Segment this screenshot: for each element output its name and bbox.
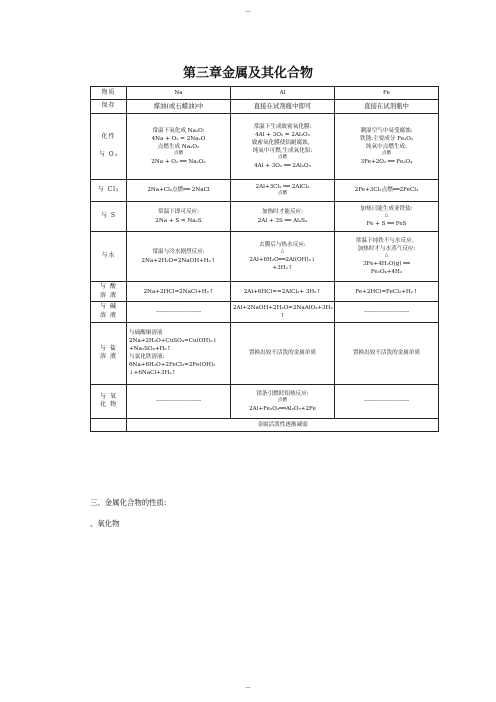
cell-al: 常温下生成致密氧化膜: 4Al + 3O₂ = 2Al₂O₃ 致密氧化膜使铝耐腐蚀。 纯氧中可燃,生成氧化铝: 点燃 4Al + 3O₂ ══ 2Al₂O₃ bbox=[231, 114, 335, 180]
header-na: Na bbox=[127, 87, 231, 100]
cell-na: 2Na+2HCl=2NaCl+H₂↑ bbox=[127, 282, 231, 302]
cell-fe: 置换出较不活泼的金属单质 bbox=[335, 322, 439, 384]
footer-blank bbox=[91, 418, 127, 431]
table-row bbox=[91, 322, 439, 384]
cell-al: 2Al+6HCl==2AlCl₃+ 3H₂↑ bbox=[231, 282, 335, 302]
cell-na: 煤油(或石蜡油)中 bbox=[127, 100, 231, 114]
cell-fe: ------------------------ bbox=[335, 384, 439, 418]
table-row bbox=[91, 384, 439, 418]
cell-na: 2Na+Cl₂点燃══ 2NaCl bbox=[127, 180, 231, 202]
cell-na: ------------------------ bbox=[127, 302, 231, 322]
row-label: 与 氧 化 物 bbox=[91, 384, 127, 418]
row-label: 与 盐 溶 液 bbox=[91, 322, 127, 384]
row-label: 与 酸 溶 液 bbox=[91, 282, 127, 302]
header-fe: Fe bbox=[335, 87, 439, 100]
metal-properties-table bbox=[90, 86, 439, 432]
subsection-heading: 、氧化物 bbox=[90, 519, 120, 528]
footer-trend bbox=[127, 418, 439, 431]
table-row bbox=[91, 282, 439, 302]
section-heading: 三、金属化合物的性质: bbox=[90, 498, 167, 507]
cell-al: 置换出较不活泼的金属单质 bbox=[231, 322, 335, 384]
row-label: 保存 bbox=[91, 100, 127, 114]
table-row bbox=[91, 180, 439, 202]
table-header-row bbox=[91, 87, 439, 100]
cell-fe: 常温下纯铁不与水反应。 加热时才与水蒸气反应: △ 3Fe+4H₂O(g) ══ Fe₃O₄+4H₂ bbox=[335, 232, 439, 282]
header-al: Al bbox=[231, 87, 335, 100]
cell-fe: 直接在试剂瓶中 bbox=[335, 100, 439, 114]
cell-fe: 2Fe+3Cl₂点燃══2FeCl₃ bbox=[335, 180, 439, 202]
header-substance: 物质 bbox=[91, 87, 127, 100]
table-row bbox=[91, 114, 439, 180]
row-label: 与 S bbox=[91, 202, 127, 232]
cell-al: 加热时才能反应: 2Al + 3S ══ Al₂S₃ bbox=[231, 202, 335, 232]
cell-fe: 潮湿空气中易受腐蚀: 铁锈:主要成分 Fe₂O₃ 纯氧中点燃生成: 点燃 3Fe+2O₂ ══ Fe₃O₄ bbox=[335, 114, 439, 180]
table-row bbox=[91, 202, 439, 232]
table-row bbox=[91, 100, 439, 114]
cell-al: 去膜后与热水反应: △ 2Al+6H₂O══2Al(OH)₃↓ +3H₂↑ bbox=[231, 232, 335, 282]
table-row bbox=[91, 302, 439, 322]
row-label: 与 碱 溶 液 bbox=[91, 302, 127, 322]
trend-arrow-text: 金属活泼性逐渐减弱 bbox=[257, 421, 308, 428]
cell-al: 2Al+2NaOH+2H₂O=2NaAlO₂+3H₂ ↑ bbox=[231, 302, 335, 322]
page-title: 第三章金属及其化合物 bbox=[182, 66, 313, 81]
cell-al: 2Al+3Cl₂ ══ 2AlCl₃ 点燃 bbox=[231, 180, 335, 202]
cell-na: 常温下氧化成 Na₂O: 4Na + O₂ = 2Na₂O 点燃生成 Na₂O₂ 点燃 2Na + O₂ ══ Na₂O₂ bbox=[127, 114, 231, 180]
cell-na: 常温下即可反应: 2Na + S = Na₂S bbox=[127, 202, 231, 232]
cell-fe: ------------------------ bbox=[335, 302, 439, 322]
row-label: 与水 bbox=[91, 232, 127, 282]
row-label: 与 Cl₂ bbox=[91, 180, 127, 202]
cell-na: 常温与冷水剧烈反应: 2Na+2H₂O=2NaOH+H₂↑ bbox=[127, 232, 231, 282]
table-row bbox=[91, 232, 439, 282]
page-mark-top: -- bbox=[245, 8, 251, 16]
cell-al: 直接在试剂瓶中即可 bbox=[231, 100, 335, 114]
cell-na: 与硫酸铜溶液 2Na+2H₂O+CuSO₄=Cu(OH)₂↓ +Na₂SO₄+H₂↑ 与氯化铁溶液: 6Na+6H₂O+2FeCl₃=2Fe(OH)₃ ↓+6NaCl+3H₂↑ bbox=[127, 322, 231, 384]
row-label: 化性 与 O₂ bbox=[91, 114, 127, 180]
cell-fe: 加热只能生成亚铁盐: △ Fe + S ══ FeS bbox=[335, 202, 439, 232]
cell-na: ------------------------ bbox=[127, 384, 231, 418]
cell-fe: Fe+2HCl=FeCl₂+H₂↑ bbox=[335, 282, 439, 302]
table-footer-row bbox=[91, 418, 439, 431]
page-mark-bottom: -- bbox=[245, 684, 251, 692]
cell-al: 镁条引燃时铝热反应: 点燃 2Al+Fe₂O₃══Al₂O₃+2Fe bbox=[231, 384, 335, 418]
